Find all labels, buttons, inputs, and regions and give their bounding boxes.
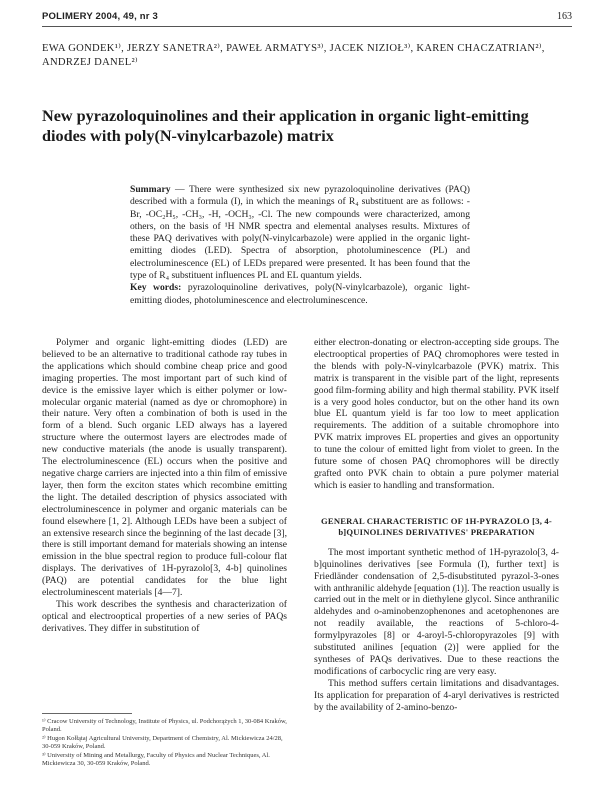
footnote-rule — [42, 713, 132, 714]
journal-citation: POLIMERY 2004, 49, nr 3 — [42, 11, 159, 22]
article-title: New pyrazoloquinolines and their application in organic light-emitting diodes with poly(N-vinylcarbazole) matrix — [42, 107, 529, 145]
footnote: ¹⁾ Cracow University of Technology, Institute of Physics, ul. Podchorążych 1, 30-084 Kraków, Poland. — [42, 718, 287, 733]
keywords-paragraph — [130, 282, 470, 307]
summary-text: — There were synthesized six new pyrazoloquinoline derivatives (PAQ) described with a formula (I), in which the meanings of R₄ substituent are as follows: -Br, -OC₂H₅, -CH₃, -H, -OCH₃, -Cl. The new compounds were characterized, among others, on the basis of ¹H NMR spectra and elemental analyses results. Mixtures of these PAQ derivatives with poly(N-vinylcarbazole) were applied in the organic light-emitting diodes (LED). Spectra of absorption, photoluminescence (PL) and electroluminescence (EL) of LEDs prepared were presented. It has been found that the type of R₄ substituent influences PL and EL quantum yields. — [130, 184, 470, 282]
body-paragraph: This method suffers certain limitations and disadvantages. Its application for preparation of 4-aryl derivatives is restricted by the availability of 2-amino-benzo- — [314, 677, 559, 713]
body-paragraph: This work describes the synthesis and characterization of optical and electrooptical properties of a new series of PAQs derivatives. They differ in substitution of — [42, 598, 287, 634]
author-list: EWA GONDEK¹⁾, JERZY SANETRA²⁾, PAWEŁ ARMATYS³⁾, JACEK NIZIOŁ³⁾, KAREN CHACZATRIAN²⁾, ANDRZEJ DANEL²⁾ — [42, 43, 545, 68]
summary-label: Summary — [130, 184, 171, 195]
footnotes — [42, 718, 287, 769]
keywords-label: Key words: — [130, 282, 182, 294]
body-paragraph: Polymer and organic light-emitting diodes (LED) are believed to be an alternative to traditional cathode ray tubes in the applications which should combine cheap price and good imaging properties. The most important part of such kind of device is the emissive layer which is either polymer or low-molecular organic material (named as dye or chromophore) in their nature. Very often a combination of both is used in the form of a blend. Such organic LED always has a layered structure where the outermost layers are electrodes made of new conductive materials (the anode is usually transparent). The electroluminescence (EL) occurs when the positive and negative charge carriers are injected into a thin film of emissive layer, then form the exciton states which recombine emitting the light. The detailed description of physics associated with electroluminescence in polymer and organic materials can be found elsewhere [1, 2]. Although LEDs have been a subject of an extensive research since the beginning of the last decade [3], there is still important demand for materials showing an intense emission in the blue spectral region to produce full-colour flat displays. The derivatives of 1H-pyrazolo[3, 4-b] quinolines (PAQ) are potential candidates for the blue light electroluminescent materials [4—7]. — [42, 337, 287, 599]
body-paragraph: The most important synthetic method of 1H-pyrazolo[3, 4-b]quinolines derivatives [see Formula (I), further text] is Friedländer condensation of 2,5-disubstituted pyrazol-3-ones with anthranilic aldehyde [equation (1)]. The reaction usually is carried out in the melt or in diethylene glycol. Since anthranilic aldehydes and o-aminobenzophenones and acetophenones are not readily available, the reactions of 5-chloro-4-formylpyrazoles [8] or 4-aroyl-5-chloropyrazoles [9] with substituted anilines [equation (2)] were applied for the syntheses of PAQs derivatives. Due to these reactions the modifications of carbocyclic ring are very easy. — [314, 546, 559, 677]
body-paragraph: either electron-donating or electron-accepting side groups. The electrooptical properties of PAQ chromophores were tested in the blends with poly-N-vinylcarbazole (PVK) matrix. This matrix is transparent in the visible part of the light, represents good film-forming ability and high thermal stability. PVK itself is a very good holes conductor, but on the other hand its own blue EL quantum yield is far too low to meet application requirements. The addition of a suitable chromophore into PVK matrix improves EL properties and gives an opportunity to tune the colour of emitted light from violet to green. In the future some of chosen PAQ chromophores will be directly grafted onto PVK chain to obtain a pure polymer material which is easier to handling and transformation. — [314, 337, 559, 491]
keywords-text: pyrazoloquinoline derivatives, poly(N-vinylcarbazole), organic light-emitting diodes, photoluminescence and electroluminescence. — [130, 282, 470, 306]
footnote: ²⁾ Hugon Kołłątaj Agricultural University, Department of Chemistry, Al. Mickiewicza 24/28, 30-059 Kraków, Poland. — [42, 735, 283, 750]
footnote: ³⁾ University of Mining and Metallurgy, Faculty of Physics and Nuclear Techniques, Al. Mickiewicza 30, 30-059 Kraków, Poland. — [42, 752, 270, 767]
left-column — [42, 337, 287, 635]
right-column — [314, 337, 559, 713]
abstract-block — [130, 184, 470, 307]
section-heading: GENERAL CHARACTERISTIC OF 1H-PYRAZOLO [3, 4-b]QUINOLINES DERIVATIVES' PREPARATION — [321, 515, 552, 537]
page-number: 163 — [557, 11, 572, 22]
summary-paragraph — [130, 184, 470, 282]
header-rule — [42, 26, 572, 27]
